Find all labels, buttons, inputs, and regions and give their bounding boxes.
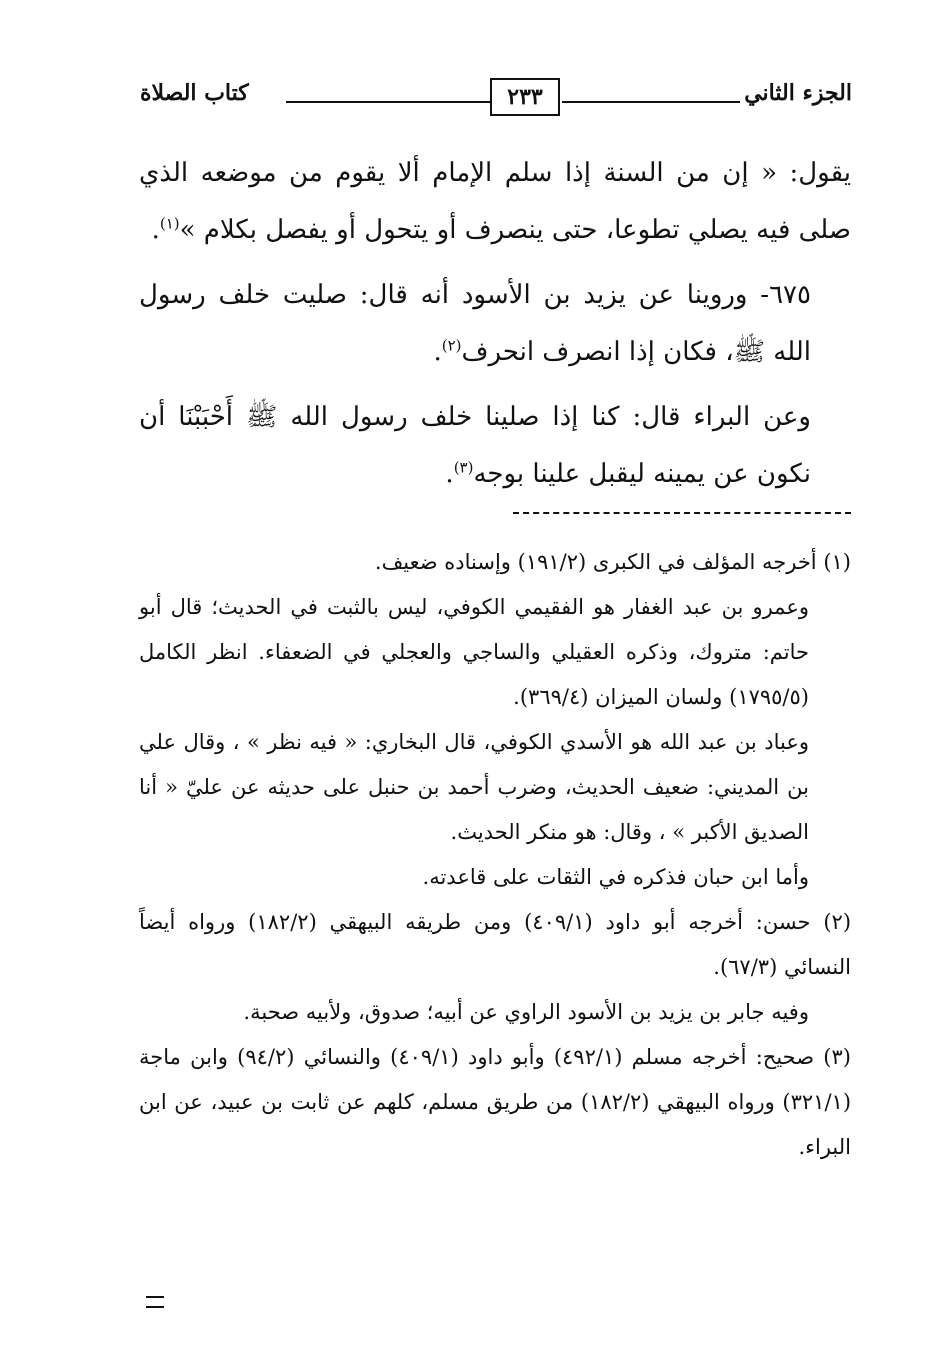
footnote-2-para: وفيه جابر بن يزيد بن الأسود الراوي عن أبيه؛ صدوق، ولأبيه صحبة. [243,1000,809,1024]
footnote-3: (٣) صحيح: أخرجه مسلم (٤٩٢/١) وأبو داود (٤٠٩/١) والنسائي (٩٤/٢) وابن ماجة (٣٢١/١) ورواه البيهقي (١٨٢/٢) من طريق مسلم، كلهم عن ثابت بن عبيد، عن ابن البراء. [139,1045,852,1159]
footnote-1: (١) أخرجه المؤلف في الكبرى (١٩١/٢) وإسناده ضعيف. [374,550,851,574]
footnote-1-para: وأما ابن حبان فذكره في الثقات على قاعدته. [422,865,809,889]
paragraph: ٦٧٥- وروينا عن يزيد بن الأسود أنه قال: صليت خلف رسول الله ﷺ، فكان إذا انصرف انحرف$^{(٢)}$. [139,280,811,367]
footnote-1-para: وعمرو بن عبد الغفار هو الفقيمي الكوفي، ليس بالثبت في الحديث؛ قال أبو حاتم: متروك، وذكره العقيلي والساجي والعجلي في الضعفاء. انظر الكامل (١٧٩٥/٥) ولسان الميزان (٣٦٩/٤). [139,595,809,709]
book-title: كتاب الصلاة [140,80,249,106]
footnote-2: (٢) حسن: أخرجه أبو داود (٤٠٩/١) ومن طريقه البيهقي (١٨٢/٢) ورواه أيضاً النسائي (٦٧/٣). [139,910,852,979]
header-rule-right [562,101,740,103]
page-number: ٢٣٣ [490,78,560,116]
end-mark [146,1296,164,1308]
paragraph: وعن البراء قال: كنا إذا صلينا خلف رسول الله ﷺ أَحْبَبْنَا أن نكون عن يمينه ليقبل علينا بوجه$^{(٣)}$. [139,402,811,489]
footnote-1-para: وعباد بن عبد الله هو الأسدي الكوفي، قال البخاري: « فيه نظر » ، وقال علي بن المديني: ضعيف الحديث، وضرب أحمد بن حنبل على حديثه عن عليّ « أنا الصديق الأكبر » ، وقال: هو منكر الحديث. [139,730,809,844]
footnote-ref: (٢) [441,336,462,355]
footnotes [139,540,851,1170]
page-header [140,72,852,122]
main-text [139,145,851,503]
footnote-ref: (١) [159,214,180,233]
paragraph: يقول: « إن من السنة إذا سلم الإمام ألا يقوم من موضعه الذي صلى فيه يصلي تطوعا، حتى ينصرف أو يتحول أو يفصل بكلام »$^{(١)}$. [139,158,851,245]
volume-title: الجزء الثاني [744,80,852,106]
footnote-separator [513,512,851,514]
header-rule-left [286,101,490,103]
footnote-ref: (٣) [453,458,474,477]
